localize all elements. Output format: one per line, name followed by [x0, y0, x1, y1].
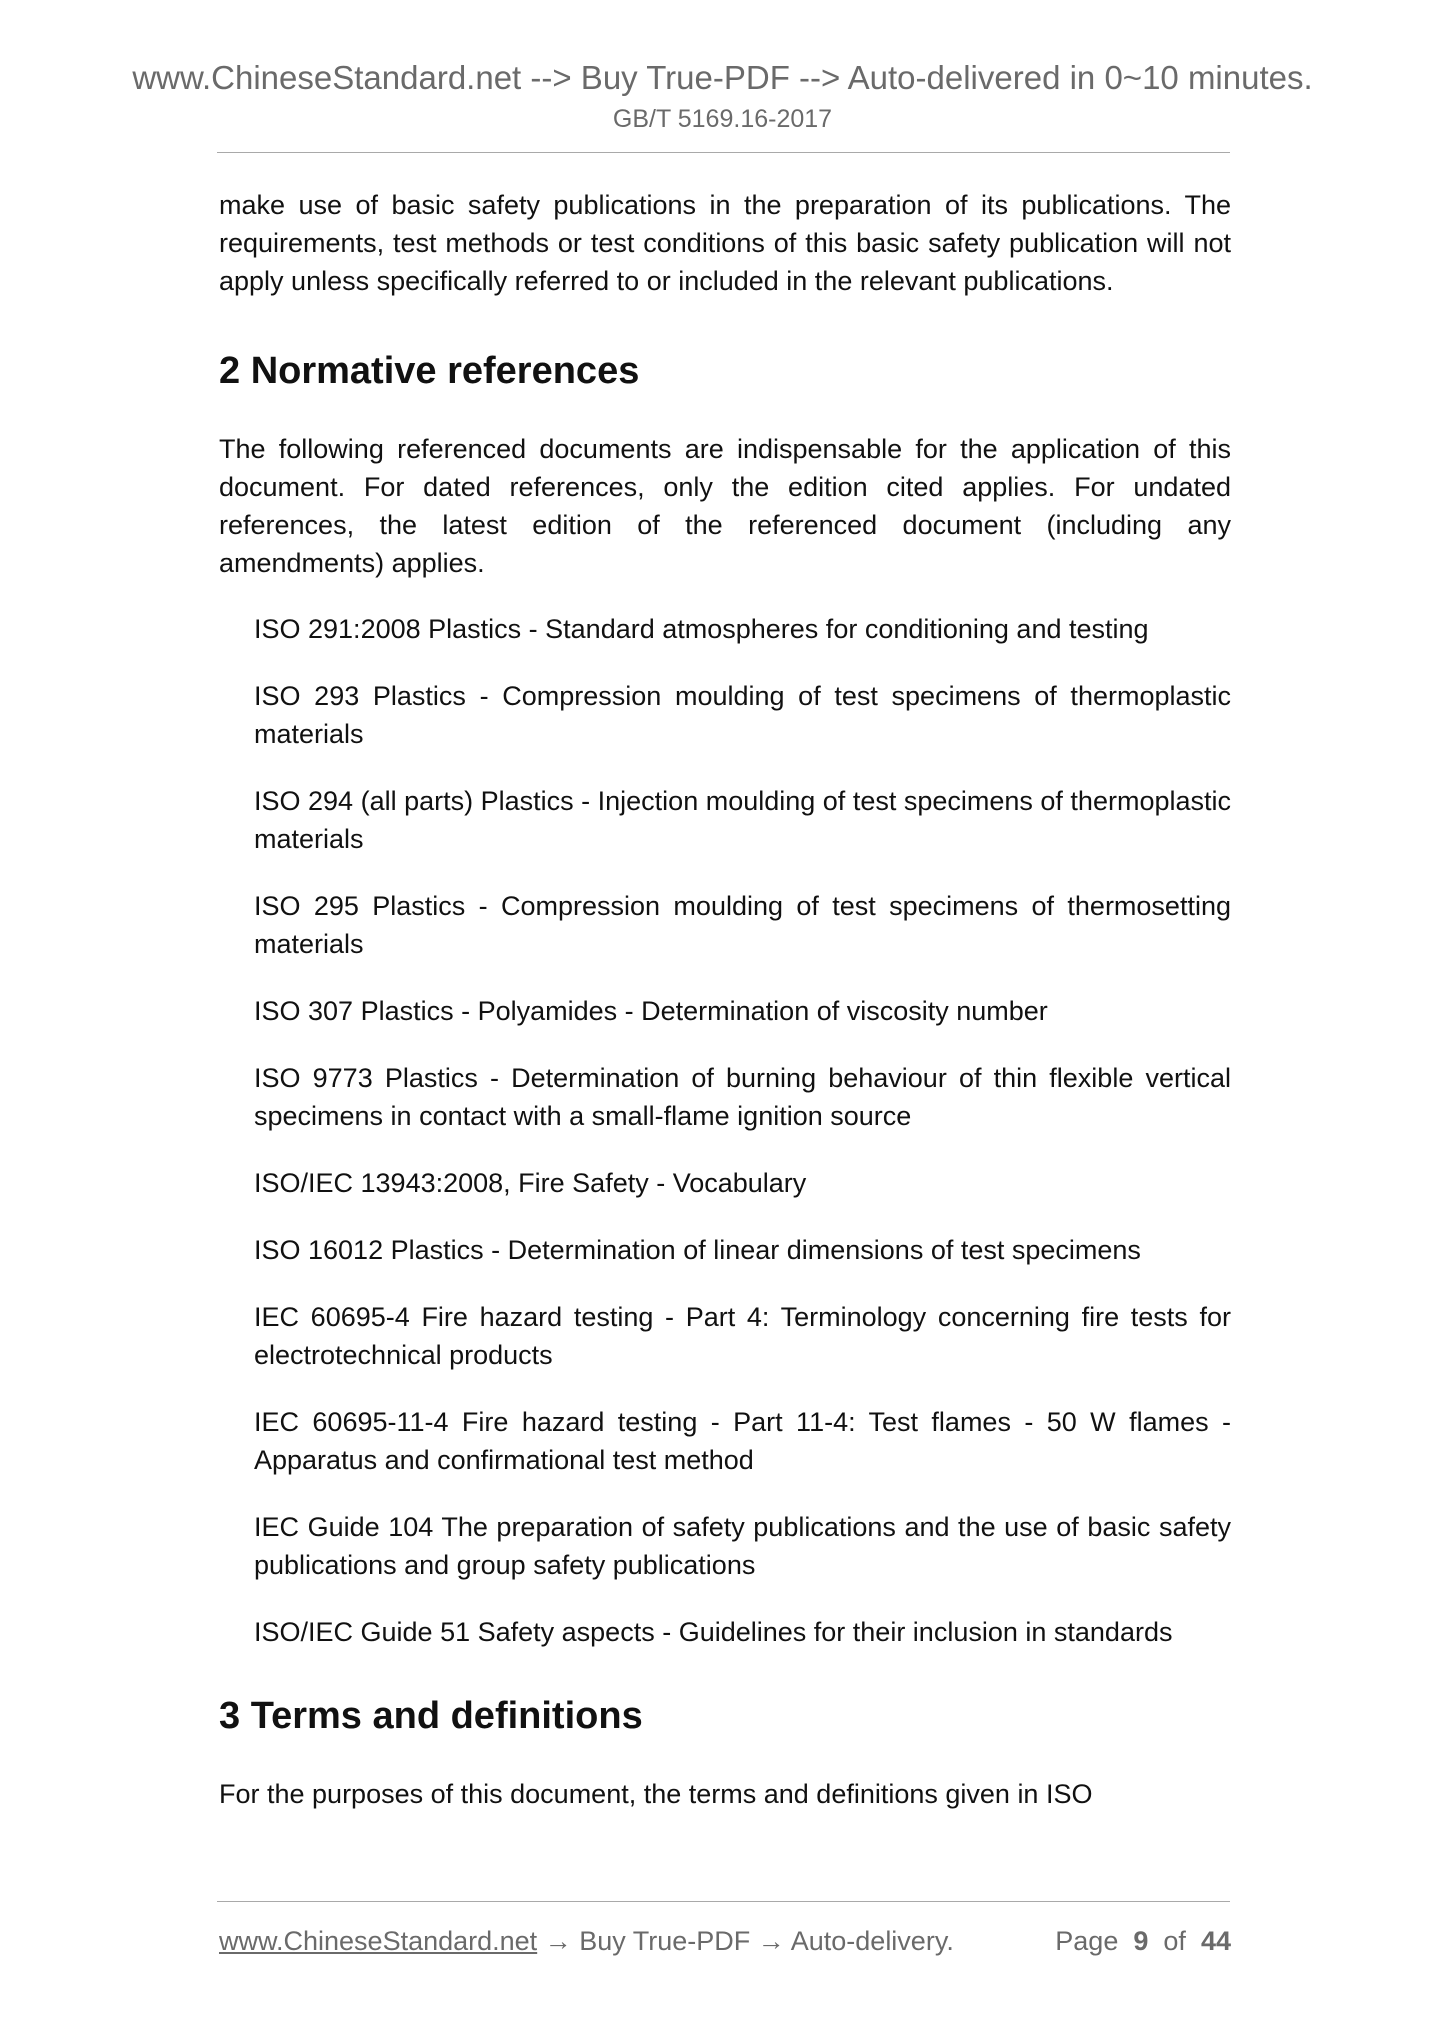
reference-item: ISO 291:2008 Plastics - Standard atmospheres for conditioning and testing	[254, 614, 1149, 644]
reference-item: ISO 16012 Plastics - Determination of linear dimensions of test specimens	[254, 1235, 1141, 1265]
reference-item: IEC 60695-4 Fire hazard testing - Part 4: Terminology concerning fire tests for electrotechnical products	[254, 1302, 1231, 1370]
intro-paragraph: make use of basic safety publications in the preparation of its publications. The requirements, test methods or test conditions of this basic safety publication will not apply unless specifically referred to or included in the relevant publications.	[219, 190, 1231, 296]
section-heading-terms-and-definitions: 3 Terms and definitions	[219, 1695, 643, 1737]
current-page-number: 9	[1133, 1926, 1149, 1956]
terms-paragraph: For the purposes of this document, the terms and definitions given in ISO	[219, 1779, 1093, 1809]
standard-code: GB/T 5169.16-2017	[612, 105, 833, 133]
page-indicator	[1055, 1924, 1231, 1958]
of-label: of	[1163, 1926, 1186, 1956]
site-banner: www.ChineseStandard.net --> Buy True-PDF --> Auto-delivered in 0~10 minutes.	[132, 59, 1313, 96]
reference-item: ISO 295 Plastics - Compression moulding of test specimens of thermosetting materials	[254, 891, 1231, 959]
page-content	[219, 186, 1231, 1813]
reference-item: ISO/IEC Guide 51 Safety aspects - Guidelines for their inclusion in standards	[254, 1617, 1173, 1647]
footer-left	[219, 1924, 954, 1958]
reference-item: ISO 294 (all parts) Plastics - Injection moulding of test specimens of thermoplastic materials	[254, 786, 1231, 854]
normative-references-paragraph: The following referenced documents are indispensable for the application of this document. For dated references, only the edition cited applies. For undated references, the latest edition of the referenced document (including any amendments) applies.	[219, 434, 1231, 578]
footer-divider	[217, 1901, 1230, 1902]
section-heading-normative-references: 2 Normative references	[219, 350, 640, 392]
page-label: Page	[1055, 1926, 1119, 1956]
reference-item: IEC Guide 104 The preparation of safety publications and the use of basic safety publications and group safety publications	[254, 1512, 1231, 1580]
footer-delivery-text: → Buy True-PDF → Auto-delivery.	[537, 1926, 954, 1956]
reference-list	[219, 610, 1231, 1651]
reference-item: ISO/IEC 13943:2008, Fire Safety - Vocabulary	[254, 1168, 807, 1198]
reference-item: IEC 60695-11-4 Fire hazard testing - Part 11-4: Test flames - 50 W flames - Apparatus and confirmational test method	[254, 1407, 1231, 1475]
site-link[interactable]: www.ChineseStandard.net	[219, 1926, 538, 1956]
total-page-count: 44	[1200, 1926, 1231, 1956]
reference-item: ISO 9773 Plastics - Determination of burning behaviour of thin flexible vertical specimens in contact with a small-flame ignition source	[254, 1063, 1231, 1131]
reference-item: ISO 293 Plastics - Compression moulding of test specimens of thermoplastic materials	[254, 681, 1231, 749]
reference-item: ISO 307 Plastics - Polyamides - Determination of viscosity number	[254, 996, 1048, 1026]
header-divider	[217, 152, 1230, 153]
